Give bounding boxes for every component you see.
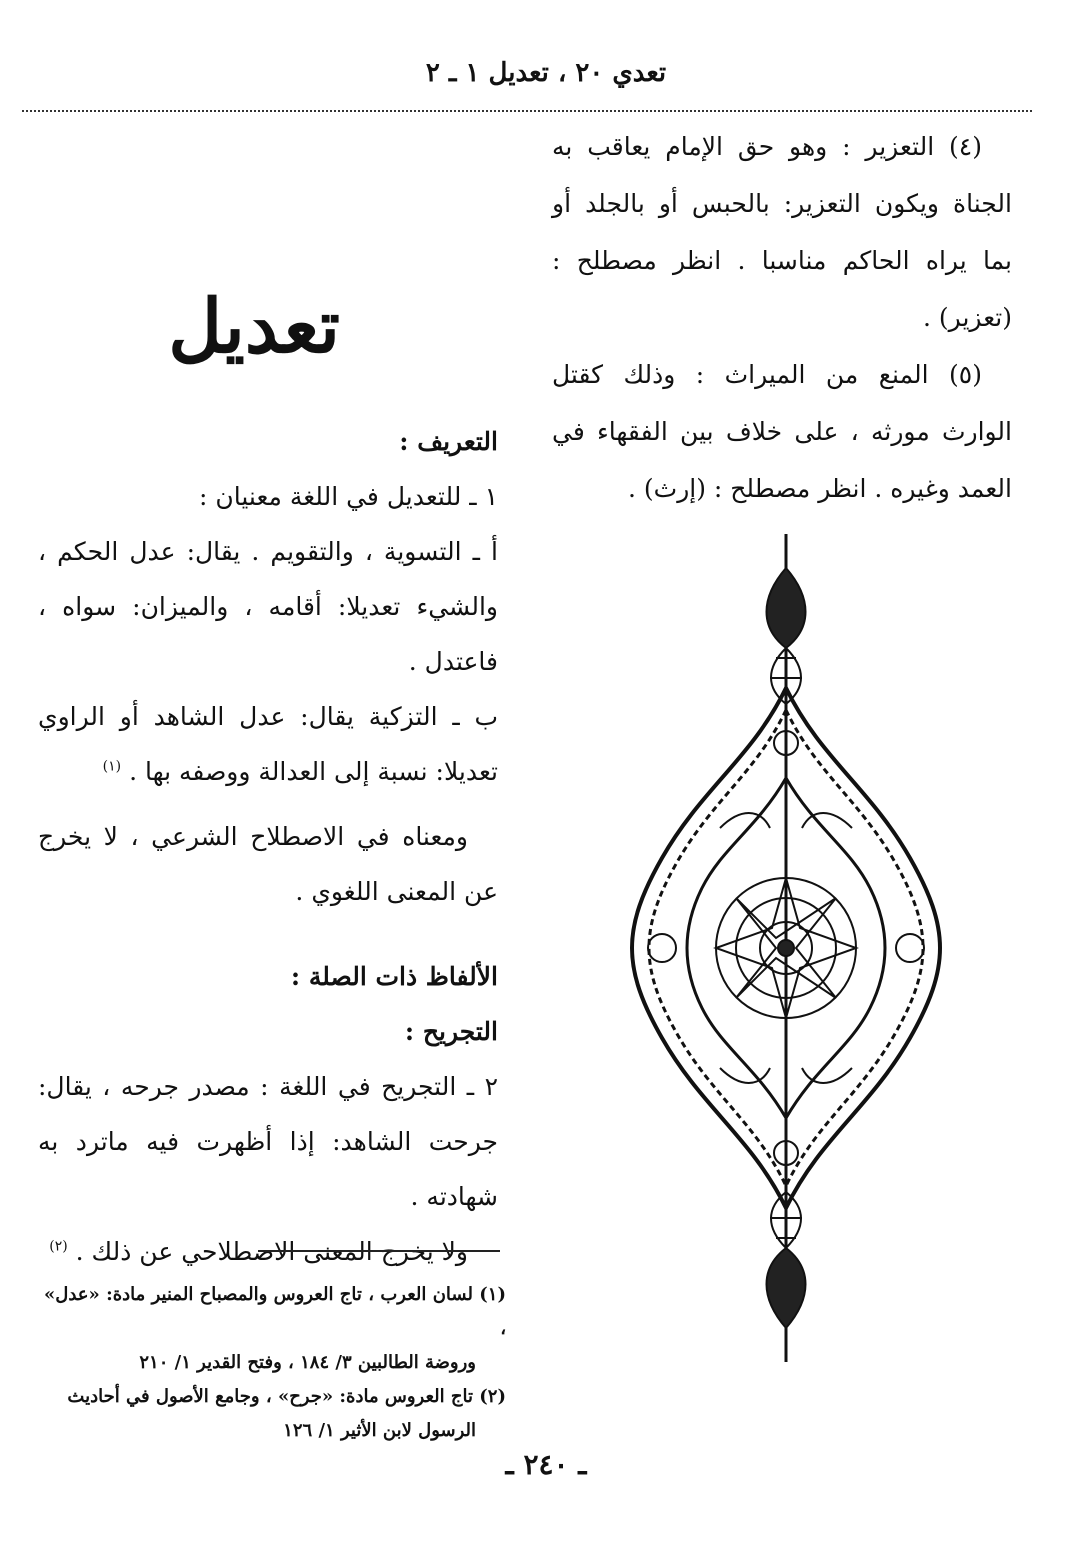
item1-a: أ ـ التسوية ، والتقويم . يقال: عدل الحكم ، والشيء تعديلا: أقامه ، والميزان: سواه ، فاعتدل . [38, 537, 498, 676]
footnote-1-line-2: وروضة الطالبين ٣/ ١٨٤ ، وفتح القدير ١/ ٢١٠ [139, 1352, 476, 1373]
footnote-2-line-1: (٢) تاج العروس مادة: «جرح» ، وجامع الأصول في أحاديث [67, 1386, 506, 1407]
spacer [38, 799, 498, 809]
related-terms-heading: الألفاظ ذات الصلة : [290, 962, 498, 991]
item1-b [38, 689, 498, 799]
footnote-1-line-1: (١) لسان العرب ، تاج العروس والمصباح المنير مادة: «عدل» ، [44, 1284, 506, 1339]
header-dotted-rule [22, 110, 1032, 112]
right-column [552, 118, 1012, 517]
term-meaning: ومعناه في الاصطلاح الشرعي ، لا يخرج عن المعنى اللغوي . [38, 822, 498, 906]
running-header: تعدي ٢٠ ، تعديل ١ ـ ٢ [425, 58, 667, 88]
left-column [38, 414, 498, 1279]
tajrih-heading: التجريح : [404, 1017, 498, 1046]
page-number: ـ ٢٤٠ ـ [505, 1448, 587, 1481]
item1-heading: ١ ـ للتعديل في اللغة معنيان : [199, 482, 498, 511]
footnotes [44, 1278, 506, 1448]
paragraph-inheritance-ban: (٥) المنع من الميراث : وذلك كقتل الوارث مورثه ، على خلاف بين الفقهاء في العمد وغيره . انظر مصطلح : (إرث) . [552, 360, 1012, 503]
item2-note-text: ولا يخرج المعنى الاصطلاحي عن ذلك . [75, 1237, 468, 1266]
footnote-ref-2[interactable]: (٢) [49, 1238, 68, 1255]
item2: ٢ ـ التجريح في اللغة : مصدر جرحه ، يقال: جرحت الشاهد: إذا أظهرت فيه ماترد به شهادته . [38, 1072, 498, 1211]
entry-title: تعديل [168, 284, 340, 370]
footnote-2-line-2: الرسول لابن الأثير ١/ ١٢٦ [283, 1420, 476, 1441]
footnote-ref-1[interactable]: (١) [102, 758, 122, 775]
paragraph-tazir: (٤) التعزير : وهو حق الإمام يعاقب به الجناة ويكون التعزير: بالحبس أو بالجلد أو بما يراه الحاكم مناسبا . انظر مصطلح : (تعزير) . [552, 132, 1012, 332]
decorative-ornament-icon [600, 528, 972, 1368]
item1-b-text: ب ـ التزكية يقال: عدل الشاهد أو الراوي تعديلا: نسبة إلى العدالة ووصفه بها . [38, 702, 498, 786]
footnote-separator [258, 1250, 500, 1252]
definition-heading: التعريف : [399, 427, 498, 456]
spacer [38, 919, 498, 949]
